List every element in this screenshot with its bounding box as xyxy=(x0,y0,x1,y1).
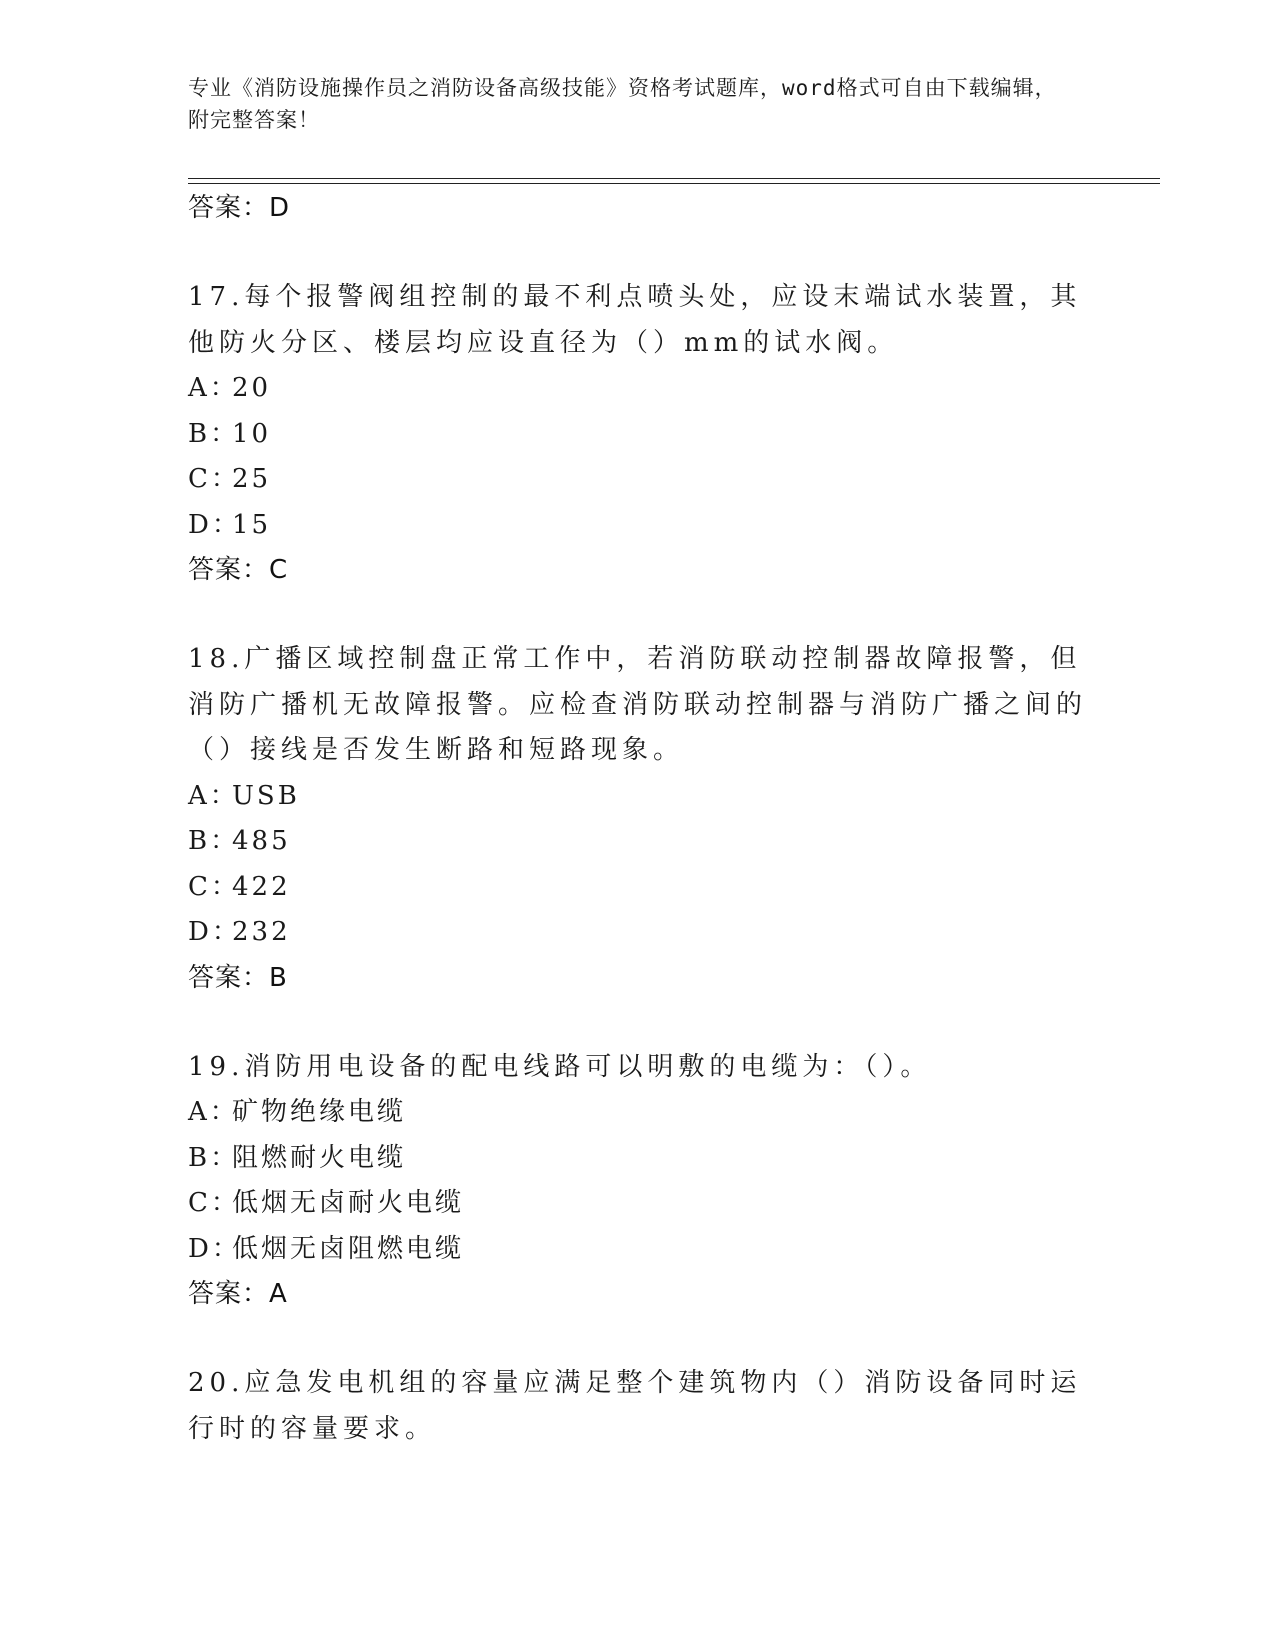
answer-line: 答案：D xyxy=(188,193,291,223)
option-b xyxy=(188,1136,1088,1182)
option-text: 485 xyxy=(232,826,291,856)
option-text: 15 xyxy=(232,509,272,540)
option-key: C： xyxy=(188,464,240,494)
option-d xyxy=(188,503,1088,549)
option-text: 低烟无卤阻燃电缆 xyxy=(232,1233,465,1264)
question-18 xyxy=(188,637,1088,1001)
option-text: 矿物绝缘电缆 xyxy=(232,1097,407,1127)
option-b xyxy=(188,819,1088,865)
option-b xyxy=(188,412,1088,458)
answer-line: 答案：C xyxy=(188,555,289,585)
option-key: D： xyxy=(188,1233,241,1264)
question-stem: 17.每个报警阀组控制的最不利点喷头处，应设末端试水装置，其他防火分区、楼层均应设直径为（）mm的试水阀。 xyxy=(188,282,1082,358)
option-text: 低烟无卤耐火电缆 xyxy=(232,1188,465,1218)
option-key: D： xyxy=(188,917,241,947)
option-key: A： xyxy=(188,780,239,811)
option-text: 10 xyxy=(232,418,272,449)
option-text: 25 xyxy=(232,464,272,494)
question-19 xyxy=(188,1045,1088,1318)
option-c xyxy=(188,1181,1088,1227)
option-d xyxy=(188,910,1088,956)
option-a xyxy=(188,774,1088,820)
option-key: A： xyxy=(188,373,239,403)
question-17 xyxy=(188,275,1088,593)
option-text: USB xyxy=(232,780,300,811)
option-key: A： xyxy=(188,1097,239,1127)
document-header: 专业《消防设施操作员之消防设备高级技能》资格考试题库，word格式可自由下载编辑，附完整答案！ xyxy=(188,76,1057,132)
option-key: B： xyxy=(188,1142,240,1173)
option-text: 232 xyxy=(232,917,291,947)
header-divider-top xyxy=(188,178,1160,179)
question-20 xyxy=(188,1361,1088,1452)
option-text: 422 xyxy=(232,871,291,902)
question-list xyxy=(188,186,1088,1452)
option-key: D： xyxy=(188,509,241,540)
question-stem: 19.消防用电设备的配电线路可以明敷的电缆为：（）。 xyxy=(188,1051,932,1082)
option-c xyxy=(188,865,1088,911)
question-stem: 20.应急发电机组的容量应满足整个建筑物内（）消防设备同时运行时的容量要求。 xyxy=(188,1368,1082,1444)
answer-line: 答案：A xyxy=(188,1279,288,1309)
option-key: B： xyxy=(188,418,240,449)
option-a xyxy=(188,1090,1088,1136)
option-key: B： xyxy=(188,826,240,856)
option-text: 阻燃耐火电缆 xyxy=(232,1142,407,1173)
answer-line: 答案：B xyxy=(188,962,288,993)
option-key: C： xyxy=(188,871,240,902)
option-d xyxy=(188,1227,1088,1273)
header-divider-bottom xyxy=(188,183,1160,184)
option-key: C： xyxy=(188,1188,240,1218)
option-c xyxy=(188,457,1088,503)
question-stem: 18.广播区域控制盘正常工作中，若消防联动控制器故障报警，但消防广播机无故障报警。应检查消防联动控制器与消防广播之间的（）接线是否发生断路和短路现象。 xyxy=(188,644,1088,765)
option-text: 20 xyxy=(232,373,272,403)
option-a xyxy=(188,366,1088,412)
